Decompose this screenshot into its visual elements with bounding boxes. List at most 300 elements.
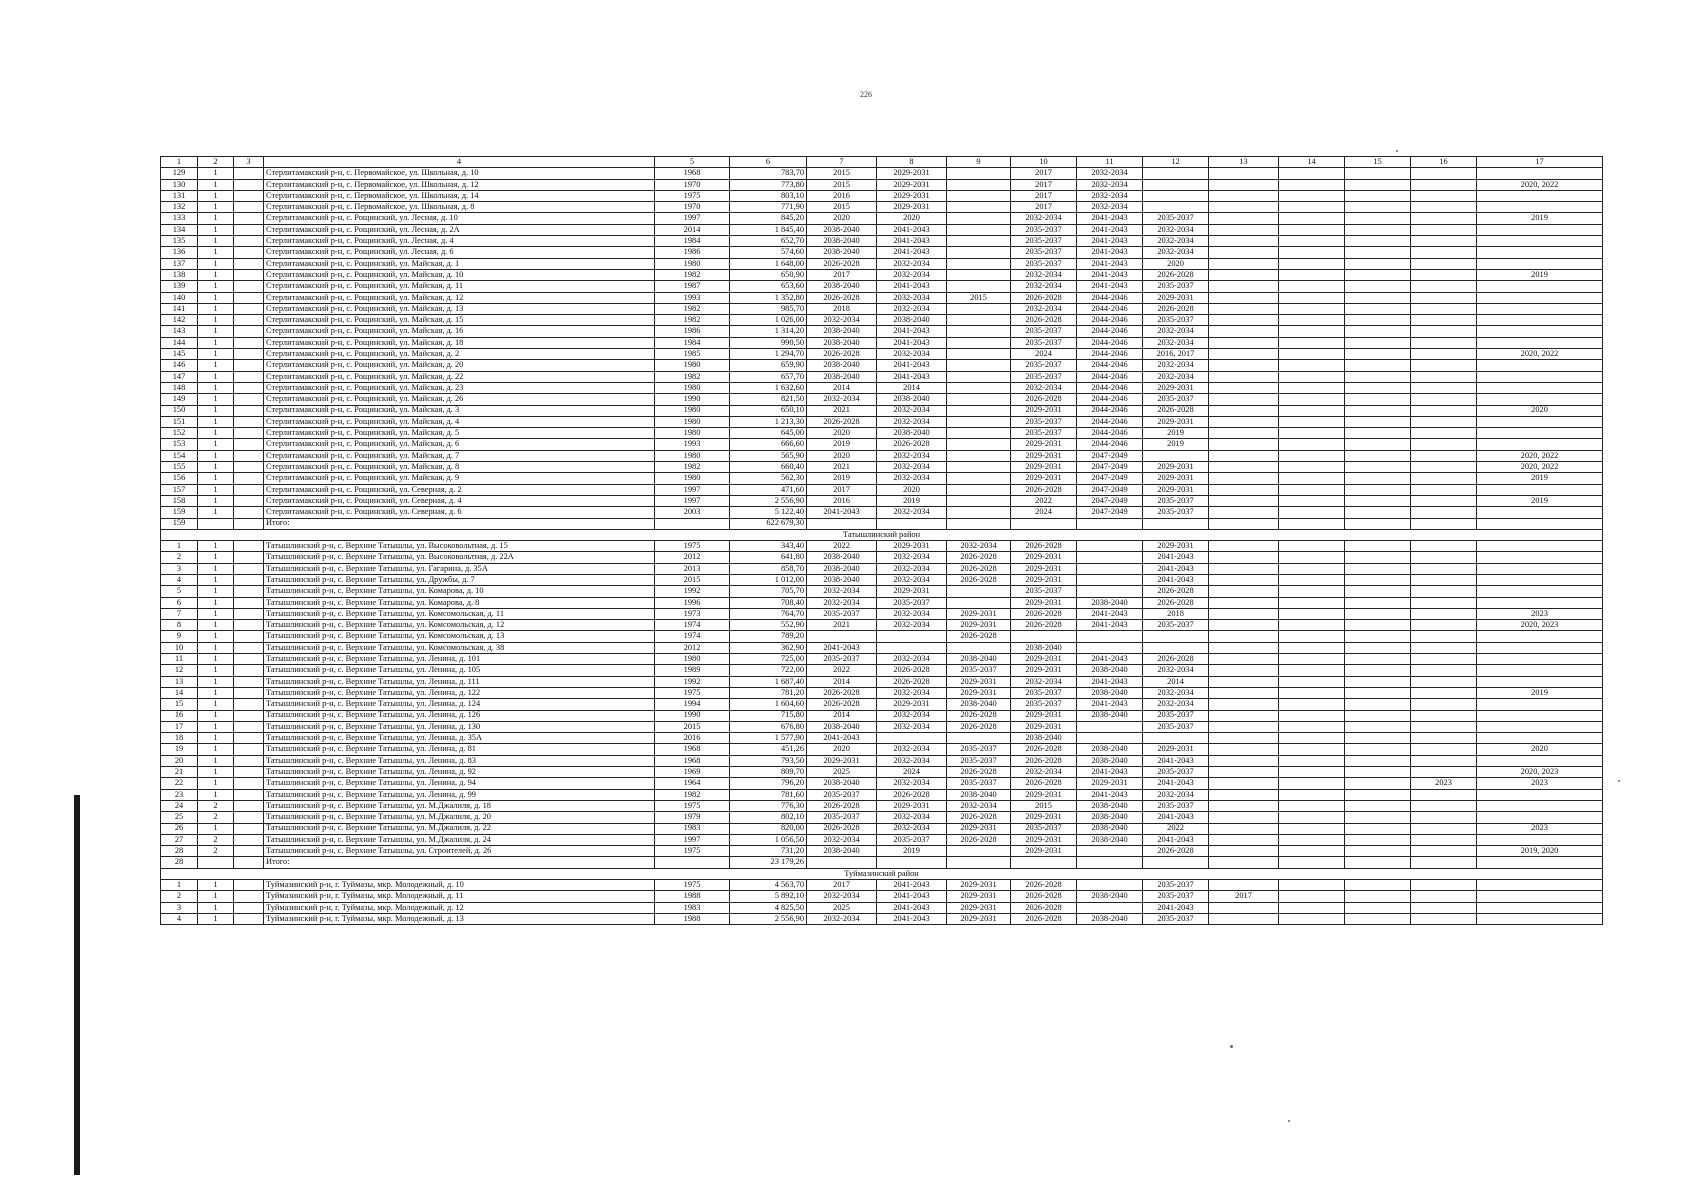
table-cell: 2041-2043 xyxy=(1143,902,1209,913)
table-cell: 1970 xyxy=(655,202,730,213)
table-cell: 2035-2037 xyxy=(1011,687,1077,698)
table-cell xyxy=(1279,258,1345,269)
table-cell: 2022 xyxy=(807,665,877,676)
table-row xyxy=(161,642,1603,653)
table-cell: 1 xyxy=(198,326,234,337)
table-cell xyxy=(1279,642,1345,653)
table-cell: 1986 xyxy=(655,247,730,258)
table-cell: 2032-2034 xyxy=(1077,179,1143,190)
table-cell xyxy=(947,315,1011,326)
table-cell: 2032-2034 xyxy=(1077,168,1143,179)
table-cell xyxy=(1279,800,1345,811)
table-cell xyxy=(234,179,264,190)
table-cell: 990,50 xyxy=(730,337,807,348)
table-cell xyxy=(1143,202,1209,213)
table-cell: 1992 xyxy=(655,586,730,597)
table-cell xyxy=(947,473,1011,484)
table-cell: 1996 xyxy=(655,597,730,608)
table-cell xyxy=(1279,179,1345,190)
table-cell: 1 xyxy=(198,699,234,710)
housing-repair-table xyxy=(160,156,1603,925)
table-cell: 2044-2046 xyxy=(1077,405,1143,416)
table-cell: 2026-2028 xyxy=(1143,269,1209,280)
table-cell: 2020, 2022 xyxy=(1477,349,1603,360)
table-cell: 2044-2046 xyxy=(1077,315,1143,326)
table-cell xyxy=(1209,574,1279,585)
table-cell: 2032-2034 xyxy=(877,654,947,665)
table-cell: 151 xyxy=(161,416,198,427)
table-cell: 1975 xyxy=(655,800,730,811)
table-cell xyxy=(234,608,264,619)
table-cell xyxy=(1077,721,1143,732)
table-cell: 1980 xyxy=(655,360,730,371)
table-cell: 2029-2031 xyxy=(1011,654,1077,665)
table-cell: 2032-2034 xyxy=(807,834,877,845)
table-cell: 2014 xyxy=(807,676,877,687)
table-cell: 1980 xyxy=(655,654,730,665)
table-cell: 1982 xyxy=(655,789,730,800)
table-cell: 4 xyxy=(161,913,198,924)
table-row xyxy=(161,507,1603,518)
table-cell xyxy=(1477,733,1603,744)
table-cell: 2035-2037 xyxy=(1143,913,1209,924)
table-cell xyxy=(1411,326,1477,337)
table-cell: 2029-2031 xyxy=(947,880,1011,891)
table-row xyxy=(161,462,1603,473)
table-cell: 1 xyxy=(198,552,234,563)
table-cell xyxy=(1411,902,1477,913)
table-cell: 1 314,20 xyxy=(730,326,807,337)
table-cell: 2029-2031 xyxy=(947,687,1011,698)
table-cell xyxy=(1411,495,1477,506)
table-cell: 2032-2034 xyxy=(1143,337,1209,348)
district-name: Туймазинский район xyxy=(161,868,1603,879)
table-cell: 2 556,90 xyxy=(730,913,807,924)
table-cell: 141 xyxy=(161,303,198,314)
table-cell: 2016 xyxy=(807,190,877,201)
table-cell: 1 xyxy=(198,416,234,427)
table-cell xyxy=(1209,620,1279,631)
table-cell xyxy=(234,574,264,585)
table-cell: 2026-2028 xyxy=(1011,902,1077,913)
table-cell: 1 352,80 xyxy=(730,292,807,303)
table-row xyxy=(161,676,1603,687)
table-row xyxy=(161,552,1603,563)
table-cell: 2038-2040 xyxy=(1077,800,1143,811)
table-cell: 2029-2031 xyxy=(877,190,947,201)
table-row xyxy=(161,439,1603,450)
table-cell: 2041-2043 xyxy=(877,371,947,382)
table-cell xyxy=(1411,439,1477,450)
table-cell xyxy=(1411,382,1477,393)
table-cell xyxy=(1411,699,1477,710)
table-cell: 2029-2031 xyxy=(1011,597,1077,608)
table-cell: 24 xyxy=(161,800,198,811)
table-cell: 2 xyxy=(161,891,198,902)
table-cell: 2032-2034 xyxy=(877,292,947,303)
table-cell: 771,90 xyxy=(730,202,807,213)
address-cell: Стерлитамакский р-н, с. Рощинский, ул. Майская, д. 13 xyxy=(264,303,655,314)
table-cell xyxy=(234,518,264,529)
table-cell: 451,26 xyxy=(730,744,807,755)
table-cell: 2032-2034 xyxy=(1011,676,1077,687)
table-cell xyxy=(1209,608,1279,619)
table-row xyxy=(161,315,1603,326)
table-row xyxy=(161,484,1603,495)
table-cell: 2013 xyxy=(655,563,730,574)
table-cell xyxy=(1345,484,1411,495)
table-cell: 2035-2037 xyxy=(1011,224,1077,235)
table-cell xyxy=(234,247,264,258)
table-cell xyxy=(234,439,264,450)
table-cell: 1 xyxy=(198,541,234,552)
table-cell xyxy=(1411,541,1477,552)
table-cell: 1 xyxy=(198,608,234,619)
table-cell: 2020 xyxy=(877,484,947,495)
table-cell: 641,80 xyxy=(730,552,807,563)
table-cell: 2041-2043 xyxy=(807,507,877,518)
table-cell: 2044-2046 xyxy=(1077,292,1143,303)
table-cell xyxy=(1209,168,1279,179)
table-cell xyxy=(1209,846,1279,857)
total-count: 28 xyxy=(161,857,198,868)
table-cell: 1 xyxy=(198,710,234,721)
table-cell: 2041-2043 xyxy=(1143,563,1209,574)
table-cell xyxy=(1477,552,1603,563)
table-cell: 1 xyxy=(198,654,234,665)
table-cell: 1 xyxy=(198,258,234,269)
table-cell xyxy=(1279,597,1345,608)
table-cell xyxy=(1411,744,1477,755)
table-cell: 2026-2028 xyxy=(1011,744,1077,755)
table-cell xyxy=(1411,507,1477,518)
table-cell: 2029-2031 xyxy=(1011,710,1077,721)
table-cell: 2032-2034 xyxy=(1143,665,1209,676)
table-cell: 1 xyxy=(198,394,234,405)
table-cell: 1968 xyxy=(655,168,730,179)
table-cell xyxy=(1279,812,1345,823)
table-cell xyxy=(234,337,264,348)
table-cell xyxy=(1411,654,1477,665)
address-cell: Татышлинский р-н, с. Верхние Татышлы, ул. Ленина, д. 92 xyxy=(264,767,655,778)
table-cell xyxy=(1411,168,1477,179)
table-cell xyxy=(1477,258,1603,269)
scan-speck xyxy=(1618,780,1620,782)
table-cell: 2029-2031 xyxy=(1011,552,1077,563)
table-cell xyxy=(1279,371,1345,382)
table-cell: 2029-2031 xyxy=(877,202,947,213)
table-cell xyxy=(1279,563,1345,574)
table-cell xyxy=(1279,518,1345,529)
table-cell xyxy=(1345,518,1411,529)
table-cell xyxy=(1345,687,1411,698)
table-cell: 1 xyxy=(198,281,234,292)
table-row xyxy=(161,213,1603,224)
table-cell: 2041-2043 xyxy=(877,337,947,348)
table-cell xyxy=(1279,213,1345,224)
table-cell xyxy=(877,631,947,642)
table-cell: 2019 xyxy=(1477,495,1603,506)
table-cell xyxy=(1279,608,1345,619)
table-cell: 2029-2031 xyxy=(1143,541,1209,552)
table-cell xyxy=(947,484,1011,495)
table-cell xyxy=(1279,281,1345,292)
table-cell xyxy=(1279,382,1345,393)
table-cell xyxy=(234,202,264,213)
table-cell: 2023 xyxy=(1411,778,1477,789)
table-cell: 1994 xyxy=(655,699,730,710)
table-cell: 2015 xyxy=(807,179,877,190)
table-cell: 2041-2043 xyxy=(1077,281,1143,292)
table-cell: 2020, 2022 xyxy=(1477,450,1603,461)
table-cell xyxy=(1279,846,1345,857)
table-cell: 1 xyxy=(198,371,234,382)
table-cell: 148 xyxy=(161,382,198,393)
table-cell xyxy=(1477,834,1603,845)
table-cell xyxy=(1411,462,1477,473)
table-cell xyxy=(1345,236,1411,247)
table-row xyxy=(161,326,1603,337)
table-cell: 1 xyxy=(198,428,234,439)
table-cell xyxy=(1209,642,1279,653)
table-cell xyxy=(1279,495,1345,506)
table-cell: 705,70 xyxy=(730,586,807,597)
table-cell: 2038-2040 xyxy=(807,247,877,258)
table-cell: 2032-2034 xyxy=(1143,360,1209,371)
table-cell: 1973 xyxy=(655,608,730,619)
table-cell xyxy=(1477,880,1603,891)
table-cell xyxy=(1411,608,1477,619)
table-cell: 2032-2034 xyxy=(877,755,947,766)
page-number: 226 xyxy=(860,90,872,99)
address-cell: Стерлитамакский р-н, с. Рощинский, ул. Северная, д. 4 xyxy=(264,495,655,506)
table-cell: 2038-2040 xyxy=(1077,665,1143,676)
table-cell: 2029-2031 xyxy=(1011,563,1077,574)
table-cell xyxy=(1345,834,1411,845)
table-cell: 2019 xyxy=(1143,428,1209,439)
table-cell: 2029-2031 xyxy=(947,620,1011,631)
table-cell: 2019 xyxy=(807,439,877,450)
table-cell xyxy=(1345,880,1411,891)
table-cell: 2044-2046 xyxy=(1077,337,1143,348)
table-cell: 1980 xyxy=(655,416,730,427)
table-cell: 2014 xyxy=(877,382,947,393)
column-number-2: 2 xyxy=(198,157,234,168)
table-cell xyxy=(947,405,1011,416)
table-cell: 2044-2046 xyxy=(1077,326,1143,337)
table-cell xyxy=(1077,880,1143,891)
table-cell xyxy=(1477,812,1603,823)
table-cell xyxy=(1279,349,1345,360)
table-cell: 2026-2028 xyxy=(1011,891,1077,902)
table-row xyxy=(161,846,1603,857)
table-cell xyxy=(1077,733,1143,744)
table-cell xyxy=(234,687,264,698)
table-cell xyxy=(1209,258,1279,269)
table-cell xyxy=(1345,574,1411,585)
table-cell xyxy=(947,439,1011,450)
address-cell: Стерлитамакский р-н, с. Рощинский, ул. Северная, д. 6 xyxy=(264,507,655,518)
table-cell xyxy=(1209,721,1279,732)
table-cell: 157 xyxy=(161,484,198,495)
table-cell: 1968 xyxy=(655,744,730,755)
address-cell: Стерлитамакский р-н, с. Рощинский, ул. Майская, д. 1 xyxy=(264,258,655,269)
table-row xyxy=(161,767,1603,778)
table-cell xyxy=(1209,733,1279,744)
address-cell: Стерлитамакский р-н, с. Рощинский, ул. Майская, д. 12 xyxy=(264,292,655,303)
table-cell xyxy=(1077,541,1143,552)
table-cell: 1 012,00 xyxy=(730,574,807,585)
table-cell xyxy=(1143,518,1209,529)
table-cell: 28 xyxy=(161,846,198,857)
table-cell xyxy=(1477,190,1603,201)
table-cell xyxy=(1345,303,1411,314)
table-cell: 1 845,40 xyxy=(730,224,807,235)
address-cell: Стерлитамакский р-н, с. Рощинский, ул. Майская, д. 2 xyxy=(264,349,655,360)
table-cell xyxy=(1077,857,1143,868)
table-cell xyxy=(1411,224,1477,235)
address-cell: Стерлитамакский р-н, с. Рощинский, ул. Майская, д. 16 xyxy=(264,326,655,337)
table-cell xyxy=(1279,687,1345,698)
table-cell: 2041-2043 xyxy=(1077,699,1143,710)
table-cell: 1 xyxy=(198,269,234,280)
table-cell: 2026-2028 xyxy=(1143,586,1209,597)
table-cell: 2035-2037 xyxy=(1011,699,1077,710)
table-cell: 2015 xyxy=(947,292,1011,303)
table-cell xyxy=(1345,665,1411,676)
table-cell: 2029-2031 xyxy=(1143,484,1209,495)
scan-speck xyxy=(1288,1120,1290,1122)
table-cell: 2026-2028 xyxy=(1143,654,1209,665)
table-row xyxy=(161,744,1603,755)
table-cell: 2035-2037 xyxy=(1143,721,1209,732)
table-cell: 143 xyxy=(161,326,198,337)
table-cell xyxy=(234,823,264,834)
table-cell: 1986 xyxy=(655,326,730,337)
table-cell xyxy=(1411,755,1477,766)
table-cell xyxy=(1477,326,1603,337)
table-cell xyxy=(1279,710,1345,721)
address-cell: Татышлинский р-н, с. Верхние Татышлы, ул. М.Джалиля, д. 18 xyxy=(264,800,655,811)
table-cell: 2029-2031 xyxy=(1143,473,1209,484)
table-cell: 657,70 xyxy=(730,371,807,382)
table-cell: 2038-2040 xyxy=(1011,733,1077,744)
table-row xyxy=(161,371,1603,382)
table-cell: 821,50 xyxy=(730,394,807,405)
table-cell xyxy=(1477,428,1603,439)
table-row xyxy=(161,236,1603,247)
table-cell xyxy=(1345,179,1411,190)
table-cell xyxy=(1345,462,1411,473)
table-cell: 708,40 xyxy=(730,597,807,608)
table-cell: 1 632,60 xyxy=(730,382,807,393)
table-cell: 2026-2028 xyxy=(1143,846,1209,857)
table-cell: 129 xyxy=(161,168,198,179)
table-cell xyxy=(234,767,264,778)
column-number-12: 12 xyxy=(1143,157,1209,168)
table-cell xyxy=(1279,902,1345,913)
table-cell xyxy=(1279,733,1345,744)
table-cell: 2047-2049 xyxy=(1077,484,1143,495)
table-cell: 2032-2034 xyxy=(807,891,877,902)
table-cell: 343,40 xyxy=(730,541,807,552)
table-cell xyxy=(234,902,264,913)
table-cell: 2032-2034 xyxy=(1011,382,1077,393)
table-cell: 2038-2040 xyxy=(1077,812,1143,823)
table-cell: 1 xyxy=(198,473,234,484)
table-cell xyxy=(1477,642,1603,653)
table-cell: 1969 xyxy=(655,767,730,778)
table-cell: 2026-2028 xyxy=(807,687,877,698)
table-cell: 1 xyxy=(198,586,234,597)
table-cell: 2047-2049 xyxy=(1077,507,1143,518)
address-cell: Стерлитамакский р-н, с. Рощинский, ул. Майская, д. 26 xyxy=(264,394,655,405)
table-cell: 660,40 xyxy=(730,462,807,473)
table-cell xyxy=(1209,236,1279,247)
table-cell: 1 xyxy=(198,292,234,303)
table-cell: 2032-2034 xyxy=(877,710,947,721)
table-cell: 715,80 xyxy=(730,710,807,721)
table-cell xyxy=(1279,462,1345,473)
table-cell: 26 xyxy=(161,823,198,834)
table-cell: 2044-2046 xyxy=(1077,439,1143,450)
table-cell: 2026-2028 xyxy=(947,552,1011,563)
table-cell xyxy=(1011,631,1077,642)
table-cell xyxy=(234,507,264,518)
table-row xyxy=(161,778,1603,789)
table-cell: 2032-2034 xyxy=(877,462,947,473)
address-cell: Стерлитамакский р-н, с. Рощинский, ул. Лесная, д. 10 xyxy=(264,213,655,224)
table-cell: 2041-2043 xyxy=(1077,258,1143,269)
table-cell: 2026-2028 xyxy=(1011,292,1077,303)
table-cell: 1984 xyxy=(655,337,730,348)
table-cell xyxy=(1477,541,1603,552)
table-cell: 2041-2043 xyxy=(877,880,947,891)
table-cell: 2021 xyxy=(807,405,877,416)
table-cell: 2029-2031 xyxy=(947,676,1011,687)
table-cell xyxy=(1345,586,1411,597)
table-cell: 574,60 xyxy=(730,247,807,258)
table-cell: 2032-2034 xyxy=(807,597,877,608)
table-cell: 2038-2040 xyxy=(877,428,947,439)
table-cell: 722,00 xyxy=(730,665,807,676)
table-cell: 2026-2028 xyxy=(877,665,947,676)
table-cell xyxy=(1209,281,1279,292)
table-cell: 2038-2040 xyxy=(1011,642,1077,653)
table-cell xyxy=(1345,699,1411,710)
table-cell xyxy=(1411,416,1477,427)
table-cell xyxy=(1411,665,1477,676)
table-cell: 2038-2040 xyxy=(1077,823,1143,834)
district-name: Татышлинский район xyxy=(161,529,1603,540)
table-row xyxy=(161,360,1603,371)
table-cell xyxy=(1011,857,1077,868)
table-cell xyxy=(1279,880,1345,891)
table-cell xyxy=(1477,292,1603,303)
table-row xyxy=(161,574,1603,585)
table-row xyxy=(161,880,1603,891)
table-cell: 1 xyxy=(198,642,234,653)
table-cell: 2032-2034 xyxy=(877,687,947,698)
address-cell: Татышлинский р-н, с. Верхние Татышлы, ул. Высоковольтная, д. 15 xyxy=(264,541,655,552)
table-cell: 2026-2028 xyxy=(947,812,1011,823)
table-cell: 2026-2028 xyxy=(1011,620,1077,631)
table-cell: 764,70 xyxy=(730,608,807,619)
total-row xyxy=(161,857,1603,868)
total-row xyxy=(161,518,1603,529)
table-cell xyxy=(1279,507,1345,518)
table-cell: 2026-2028 xyxy=(1011,755,1077,766)
